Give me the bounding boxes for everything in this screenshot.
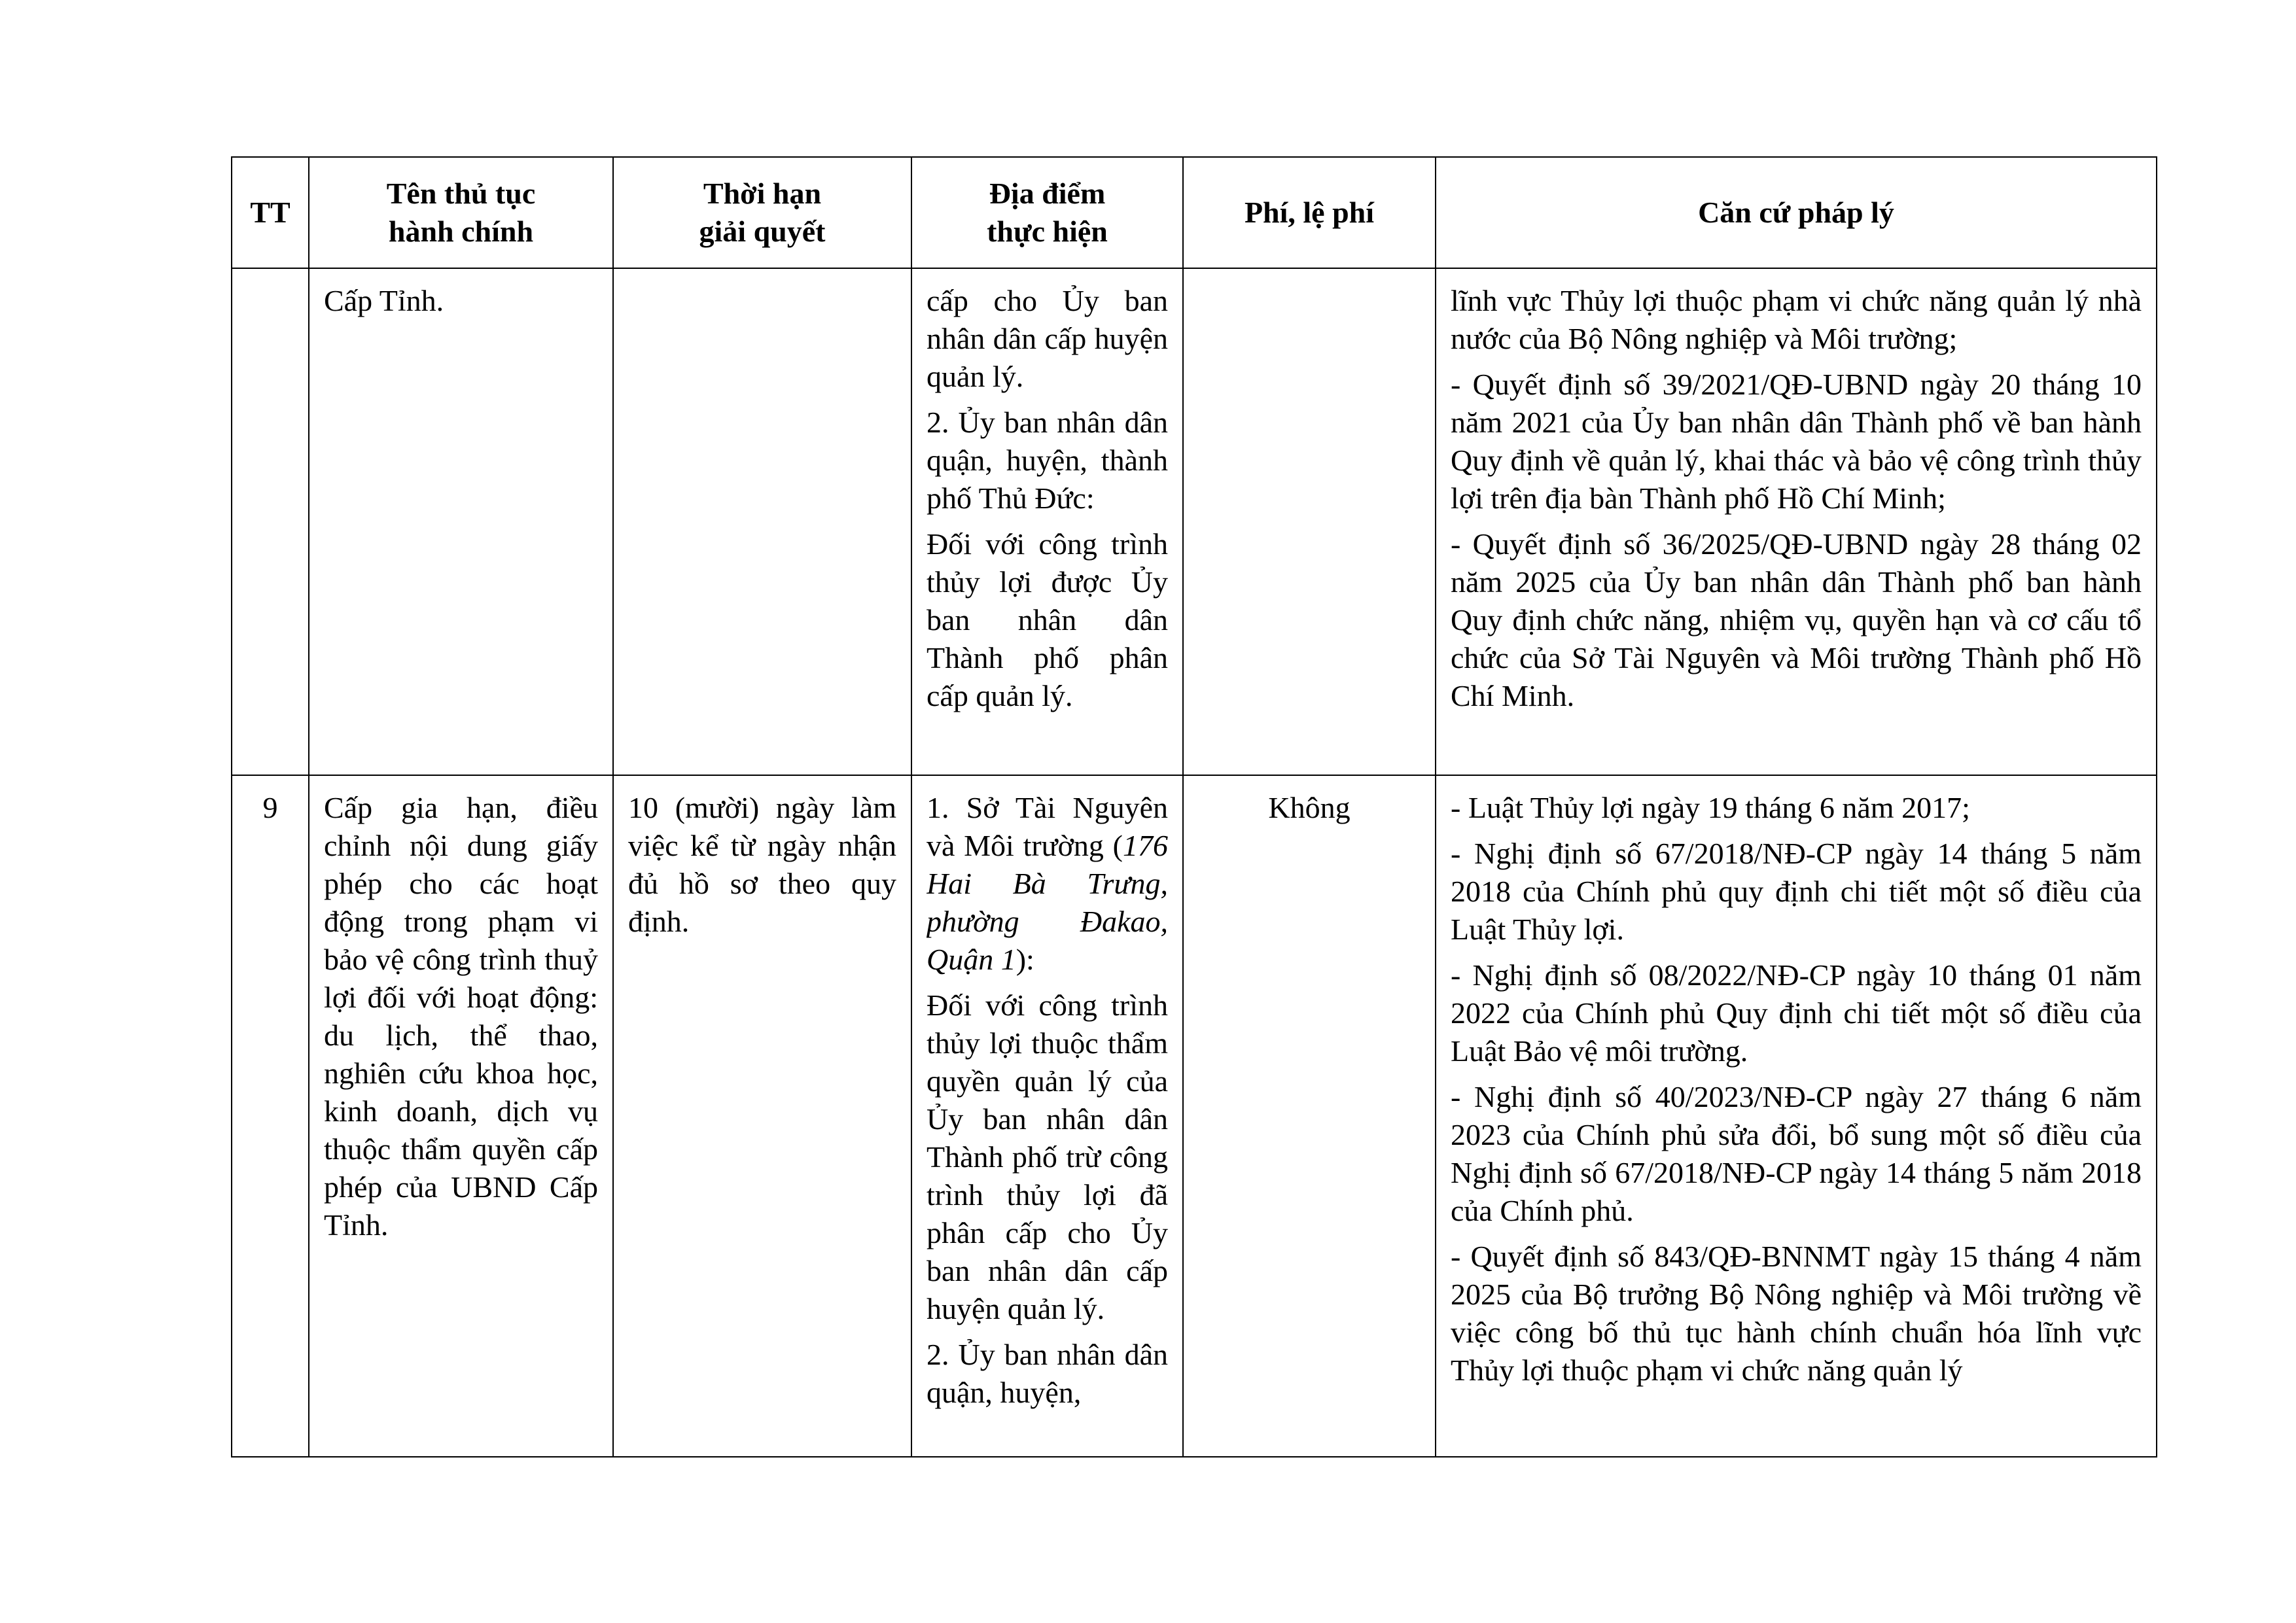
legal-paragraph: - Nghị định số 40/2023/NĐ-CP ngày 27 tháng 6 năm 2023 của Chính phủ sửa đổi, bổ sung một số điều của Nghị định số 67/2018/NĐ-CP ngày 14 tháng 5 năm 2018 của Chính phủ. [1451,1080,2142,1227]
location-paragraph: Đối với công trình thủy lợi thuộc thẩm quyền quản lý của Ủy ban nhân dân Thành phố trừ công trình thủy lợi đã phân cấp cho Ủy ban nhân dân cấp huyện quản lý. [927,988,1168,1325]
cell-procedure-name: Cấp Tỉnh. [309,268,613,775]
cell-location [911,775,1183,1457]
procedures-table [231,156,2157,1457]
header-location-line1: Địa điểm [989,177,1106,210]
header-duration-line1: Thời hạn [703,177,822,210]
header-fee: Phí, lệ phí [1183,157,1436,268]
legal-paragraph: - Luật Thủy lợi ngày 19 tháng 6 năm 2017; [1451,791,1970,824]
cell-procedure-name: Cấp gia hạn, điều chỉnh nội dung giấy phép cho các hoạt động trong phạm vi bảo vệ công trình thuỷ lợi đối với hoạt động: du lịch, thể thao, nghiên cứu khoa học, kinh doanh, dịch vụ thuộc thẩm quyền cấp phép của UBND Cấp Tỉnh. [309,775,613,1457]
cell-legal-basis [1436,775,2157,1457]
cell-tt: 9 [232,775,309,1457]
location-paragraph: cấp cho Ủy ban nhân dân cấp huyện quản lý. [927,284,1168,393]
header-procedure-line2: hành chính [388,215,534,248]
location-paragraph [927,789,1168,979]
cell-fee [1183,268,1436,775]
cell-fee: Không [1183,775,1436,1457]
legal-paragraph: - Nghị định số 67/2018/NĐ-CP ngày 14 tháng 5 năm 2018 của Chính phủ quy định chi tiết một số điều của Luật Thủy lợi. [1451,837,2142,946]
location-paragraph: 2. Ủy ban nhân dân quận, huyện, [927,1338,1168,1409]
location-text: ): [1016,943,1034,976]
table-header-row [232,157,2157,268]
legal-paragraph: - Quyết định số 39/2021/QĐ-UBND ngày 20 tháng 10 năm 2021 của Ủy ban nhân dân Thành phố về ban hành Quy định về quản lý, khai thác và bảo vệ công trình thủy lợi trên địa bàn Thành phố Hồ Chí Minh; [1451,368,2142,515]
cell-legal-basis [1436,268,2157,775]
legal-paragraph: - Nghị định số 08/2022/NĐ-CP ngày 10 tháng 01 năm 2022 của Chính phủ Quy định chi tiết một số điều của Luật Bảo vệ môi trường. [1451,958,2142,1068]
header-tt: TT [232,157,309,268]
legal-paragraph: lĩnh vực Thủy lợi thuộc phạm vi chức năng quản lý nhà nước của Bộ Nông nghiệp và Môi trường; [1451,284,2142,355]
header-location-line2: thực hiện [987,215,1108,248]
header-legal-basis: Căn cứ pháp lý [1436,157,2157,268]
cell-tt [232,268,309,775]
cell-location [911,268,1183,775]
header-duration [613,157,911,268]
cell-duration [613,268,911,775]
location-text: 1. Sở Tài Nguyên và Môi trường ( [927,791,1168,862]
location-clip [927,789,1168,1443]
header-location [911,157,1183,268]
legal-paragraph: - Quyết định số 36/2025/QĐ-UBND ngày 28 tháng 02 năm 2025 của Ủy ban nhân dân Thành phố ban hành Quy định chức năng, nhiệm vụ, quyền hạn và cơ cấu tổ chức của Sở Tài Nguyên và Môi trường Thành phố Hồ Chí Minh. [1451,527,2142,712]
cell-duration: 10 (mười) ngày làm việc kể từ ngày nhận đủ hồ sơ theo quy định. [613,775,911,1457]
location-paragraph: Đối với công trình thủy lợi được Ủy ban nhân dân Thành phố phân cấp quản lý. [927,527,1168,712]
table-row [232,268,2157,775]
location-paragraph: 2. Ủy ban nhân dân quận, huyện, thành phố Thủ Đức: [927,406,1168,515]
header-procedure-line1: Tên thủ tục [386,177,536,210]
legal-paragraph: - Quyết định số 843/QĐ-BNNMT ngày 15 tháng 4 năm 2025 của Bộ trưởng Bộ Nông nghiệp và Môi trường về việc công bố thủ tục hành chính chuẩn hóa lĩnh vực Thủy lợi thuộc phạm vi chức năng quản lý [1451,1240,2142,1387]
table-row [232,775,2157,1457]
header-procedure-name [309,157,613,268]
header-duration-line2: giải quyết [699,215,826,248]
location-address: 176 Hai Bà Trưng, phường Đakao, Quận 1 [927,829,1168,976]
